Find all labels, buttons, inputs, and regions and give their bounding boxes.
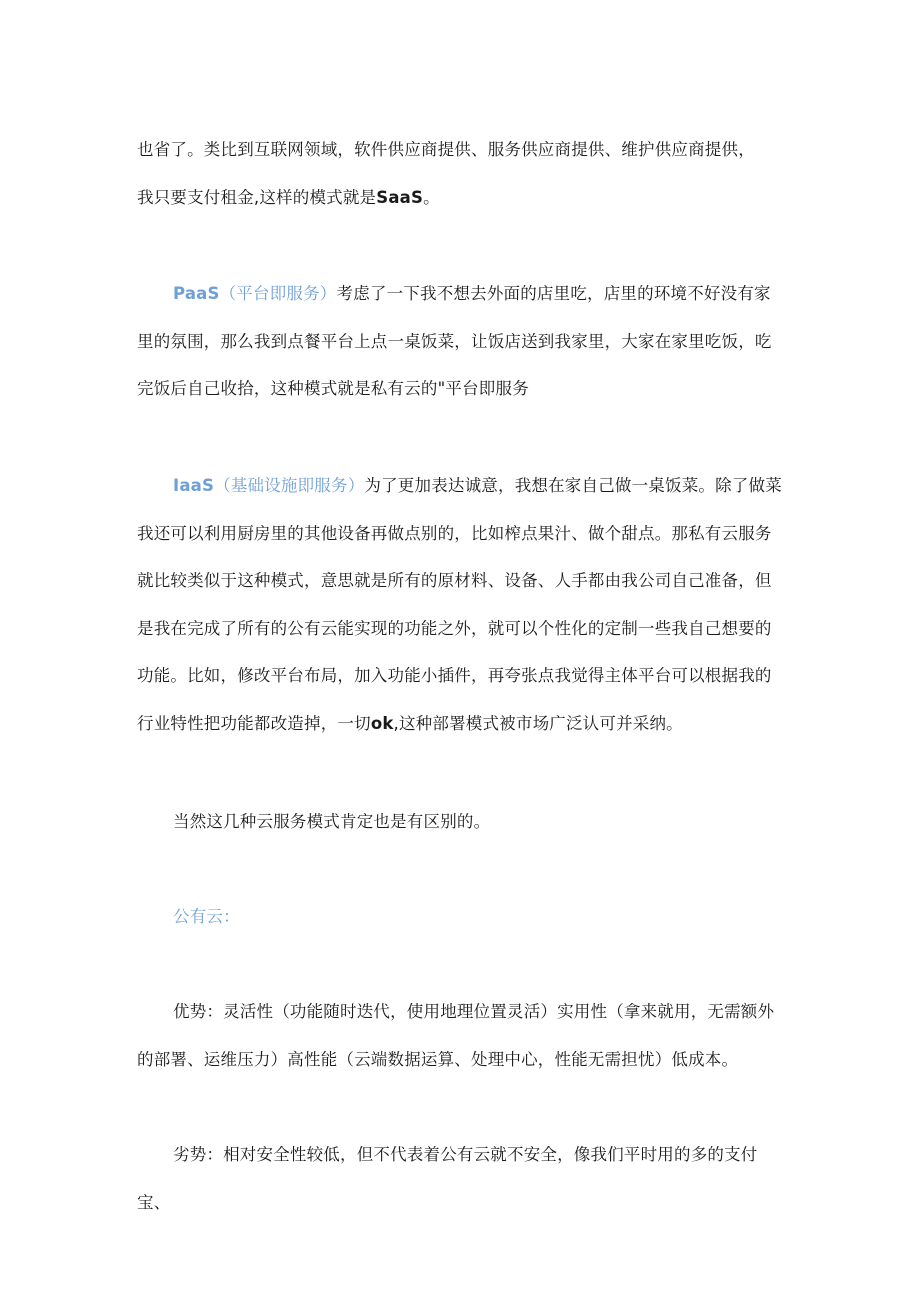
paas-term: PaaS	[173, 284, 220, 303]
iaas-term: IaaS	[173, 476, 215, 495]
difference-paragraph	[137, 798, 787, 846]
saas-term: SaaS	[376, 187, 424, 207]
public-cloud-advantage	[137, 988, 787, 1083]
public-cloud-advantage-text: 优势：灵活性（功能随时迭代，使用地理位置灵活）实用性（拿来就用，无需额外的部署、运维压力）高性能（云端数据运算、处理中心，性能无需担忧）低成本。	[137, 1002, 775, 1069]
saas-line-1: 也省了。类比到互联网领域，软件供应商提供、服务供应商提供、维护供应商提供，	[137, 140, 755, 159]
paas-term-desc: （平台即服务）	[219, 284, 337, 303]
saas-line-2-suffix: 。	[423, 187, 440, 207]
public-cloud-heading-text: 公有云：	[173, 907, 240, 926]
paas-paragraph	[137, 270, 787, 413]
public-cloud-heading	[137, 893, 787, 941]
iaas-paragraph	[137, 462, 787, 747]
iaas-term-desc: （基础设施即服务）	[214, 476, 365, 495]
public-cloud-disadvantage-text: 劣势：相对安全性较低，但不代表着公有云就不安全，像我们平时用的多的支付宝、	[137, 1145, 758, 1212]
saas-line-2-prefix: 我只要支付租金,这样的模式就是	[137, 187, 377, 207]
public-cloud-disadvantage	[137, 1131, 787, 1226]
difference-text: 当然这几种云服务模式肯定也是有区别的。	[173, 812, 491, 831]
iaas-body-after-ok: ,这种部署模式被市场广泛认可并采纳。	[393, 713, 683, 733]
iaas-body-before-ok: 为了更加表达诚意，我想在家自己做一桌饭菜。除了做菜我还可以利用厨房里的其他设备再做点别的，比如榨点果汁、做个甜点。那私有云服务就比较类似于这种模式，意思就是所有的原材料、设备、人手都由我公司自己准备，但是我在完成了所有的公有云能实现的功能之外，就可以个性化的定制一些我自己想要的功能。比如，修改平台布局，加入功能小插件，再夸张点我觉得主体平台可以根据我的行业特性把功能都改造掉，一切	[137, 476, 782, 733]
iaas-ok: ok	[370, 713, 394, 733]
paas-body: 考虑了一下我不想去外面的店里吃，店里的环境不好没有家里的氛围，那么我到点餐平台上点一桌饭菜，让饭店送到我家里，大家在家里吃饭，吃完饭后自己收拾，这种模式就是私有云的"平台即服务	[137, 284, 772, 398]
saas-paragraph	[137, 126, 787, 221]
